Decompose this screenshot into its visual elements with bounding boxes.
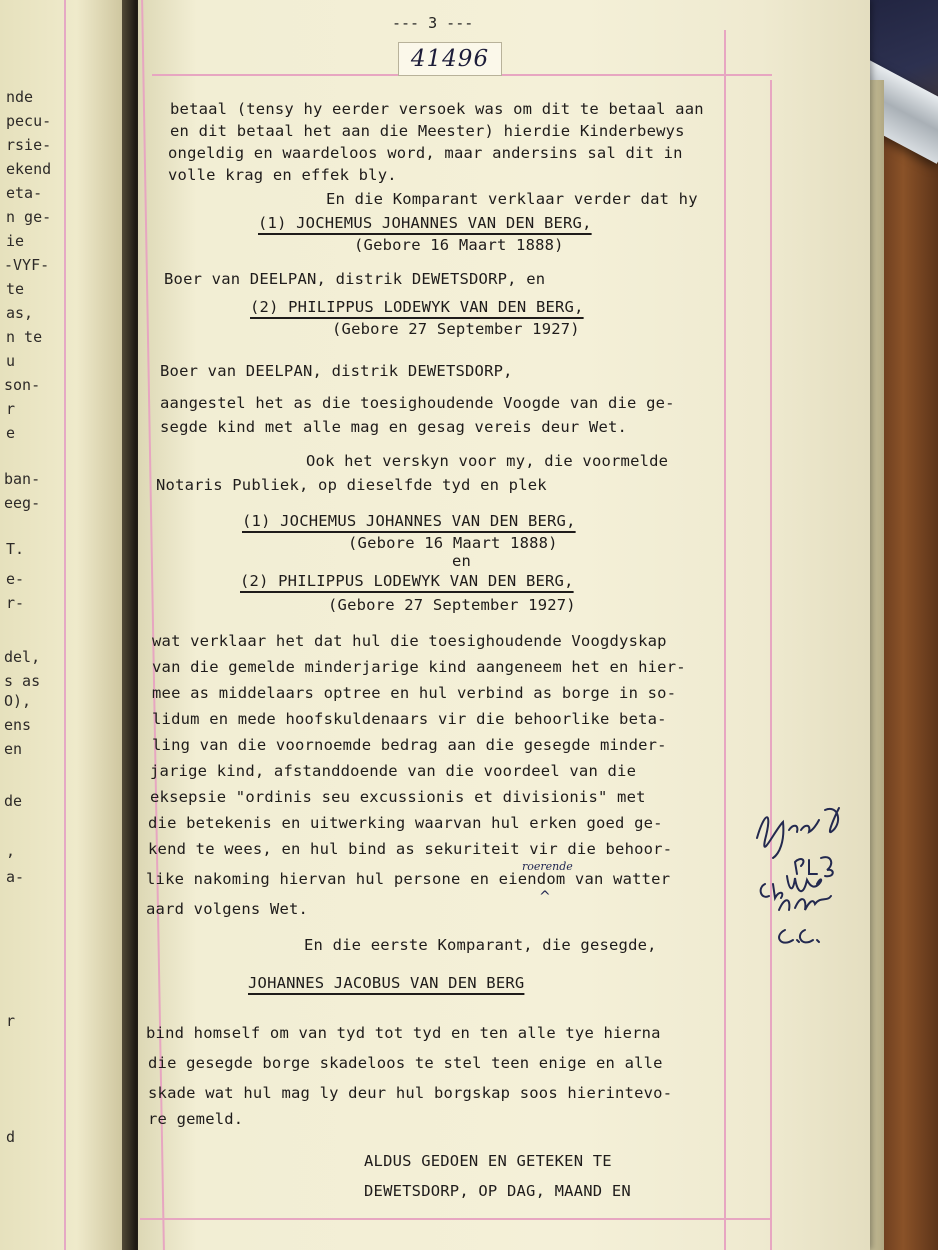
left-fragment: O), xyxy=(4,692,32,710)
text-line: like nakoming hiervan hul persone en eiendom van watter xyxy=(146,870,671,888)
text-line: bind homself om van tyd tot tyd en ten alle tye hierna xyxy=(146,1024,661,1042)
text-line: volle krag en effek bly. xyxy=(168,166,397,184)
left-fragment: e xyxy=(6,424,16,442)
left-fragment: del, xyxy=(4,648,41,666)
left-fragment: n te xyxy=(6,328,43,346)
text-line: En die eerste Komparant, die gesegde, xyxy=(304,936,657,954)
left-fragment: en xyxy=(4,740,23,758)
left-fragment: ekend xyxy=(6,160,52,178)
birth-date: (Gebore 16 Maart 1888) xyxy=(348,534,558,552)
text-line: Boer van DEELPAN, distrik DEWETSDORP, en xyxy=(164,270,546,288)
text-line: kend te wees, en hul bind as sekuriteit vir die behoor- xyxy=(148,840,673,858)
text-line: jarige kind, afstanddoende van die voordeel van die xyxy=(150,762,637,780)
handwritten-initials-signature xyxy=(735,780,875,980)
text-line: skade wat hul mag ly deur hul borgskap soos hierintevo- xyxy=(148,1084,673,1102)
text-line: Notaris Publiek, op dieselfde tyd en plek xyxy=(156,476,547,494)
insertion-caret-icon: ^ xyxy=(539,889,551,905)
outer-margin-rule xyxy=(770,80,772,1250)
text-line: eksepsie "ordinis seu excussionis et divisionis" met xyxy=(150,788,646,806)
left-fragment: ie xyxy=(6,232,25,250)
left-fragment: u xyxy=(6,352,16,370)
closing-line: DEWETSDORP, OP DAG, MAAND EN xyxy=(364,1182,631,1200)
guardian-name-1: (1) JOCHEMUS JOHANNES VAN DEN BERG, xyxy=(258,214,592,232)
text-line: ongeldig en waardeloos word, maar andersins sal dit in xyxy=(168,144,683,162)
left-fragment: nde xyxy=(6,88,34,106)
left-fragment: rsie- xyxy=(6,136,52,154)
birth-date: (Gebore 27 September 1927) xyxy=(332,320,580,338)
text-line: en dit betaal het aan die Meester) hierdie Kinderbewys xyxy=(170,122,685,140)
right-margin-rule xyxy=(724,30,726,1250)
left-fragment: eta- xyxy=(6,184,43,202)
left-fragment: e- xyxy=(6,570,25,588)
text-line: die gesegde borge skadeloos te stel teen enige en alle xyxy=(148,1054,663,1072)
left-fragment: d xyxy=(6,1128,16,1146)
text-line: Ook het verskyn voor my, die voormelde xyxy=(306,452,669,470)
page-number: --- 3 --- xyxy=(392,14,474,32)
left-fragment: s as xyxy=(4,672,41,690)
text-line: lidum en mede hoofskuldenaars vir die behoorlike beta- xyxy=(152,710,667,728)
document-number-stamp: 41496 xyxy=(398,42,502,76)
text-line: segde kind met alle mag en gesag vereis deur Wet. xyxy=(160,418,628,436)
left-fragment: T. xyxy=(6,540,25,558)
left-margin-line xyxy=(64,0,66,1250)
text-line: aard volgens Wet. xyxy=(146,900,309,918)
left-fragment: a- xyxy=(6,868,25,886)
left-fragment: n ge- xyxy=(6,208,52,226)
text-line: en xyxy=(452,552,472,570)
handwritten-insertion: roerende xyxy=(522,860,573,873)
first-party-name: JOHANNES JACOBUS VAN DEN BERG xyxy=(248,974,525,992)
left-fragment: r xyxy=(6,400,16,418)
text-line: mee as middelaars optree en hul verbind as borge in so- xyxy=(152,684,677,702)
text-line: die betekenis en uitwerking waarvan hul erken goed ge- xyxy=(148,814,663,832)
text-line: re gemeld. xyxy=(148,1110,244,1128)
guardian-name-2: (2) PHILIPPUS LODEWYK VAN DEN BERG, xyxy=(250,298,584,316)
guardian-name-1: (1) JOCHEMUS JOHANNES VAN DEN BERG, xyxy=(242,512,576,530)
bottom-margin-rule xyxy=(140,1218,772,1220)
left-fragment: as, xyxy=(6,304,34,322)
birth-date: (Gebore 27 September 1927) xyxy=(328,596,576,614)
text-line: Boer van DEELPAN, distrik DEWETSDORP, xyxy=(160,362,513,380)
text-line: En die Komparant verklaar verder dat hy xyxy=(326,190,698,208)
guardian-name-2: (2) PHILIPPUS LODEWYK VAN DEN BERG, xyxy=(240,572,574,590)
left-fragment: , xyxy=(6,842,16,860)
left-fragment: -VYF- xyxy=(4,256,50,274)
text-line: wat verklaar het dat hul die toesighoudende Voogdyskap xyxy=(152,632,667,650)
left-fragment: son- xyxy=(4,376,41,394)
left-fragment: r- xyxy=(6,594,25,612)
left-fragment: pecu- xyxy=(6,112,52,130)
left-fragment: r xyxy=(6,1012,16,1030)
birth-date: (Gebore 16 Maart 1888) xyxy=(354,236,564,254)
left-page xyxy=(0,0,128,1250)
text-line: aangestel het as die toesighoudende Voogde van die ge- xyxy=(160,394,675,412)
wooden-table xyxy=(880,100,938,1250)
left-fragment: de xyxy=(4,792,23,810)
text-line: van die gemelde minderjarige kind aangeneem het en hier- xyxy=(152,658,686,676)
text-line: betaal (tensy hy eerder versoek was om dit te betaal aan xyxy=(170,100,704,118)
left-fragment: eeg- xyxy=(4,494,41,512)
closing-line: ALDUS GEDOEN EN GETEKEN TE xyxy=(364,1152,612,1170)
left-fragment: te xyxy=(6,280,25,298)
left-fragment: ens xyxy=(4,716,32,734)
text-line: ling van die voornoemde bedrag aan die gesegde minder- xyxy=(152,736,667,754)
left-fragment: ban- xyxy=(4,470,41,488)
